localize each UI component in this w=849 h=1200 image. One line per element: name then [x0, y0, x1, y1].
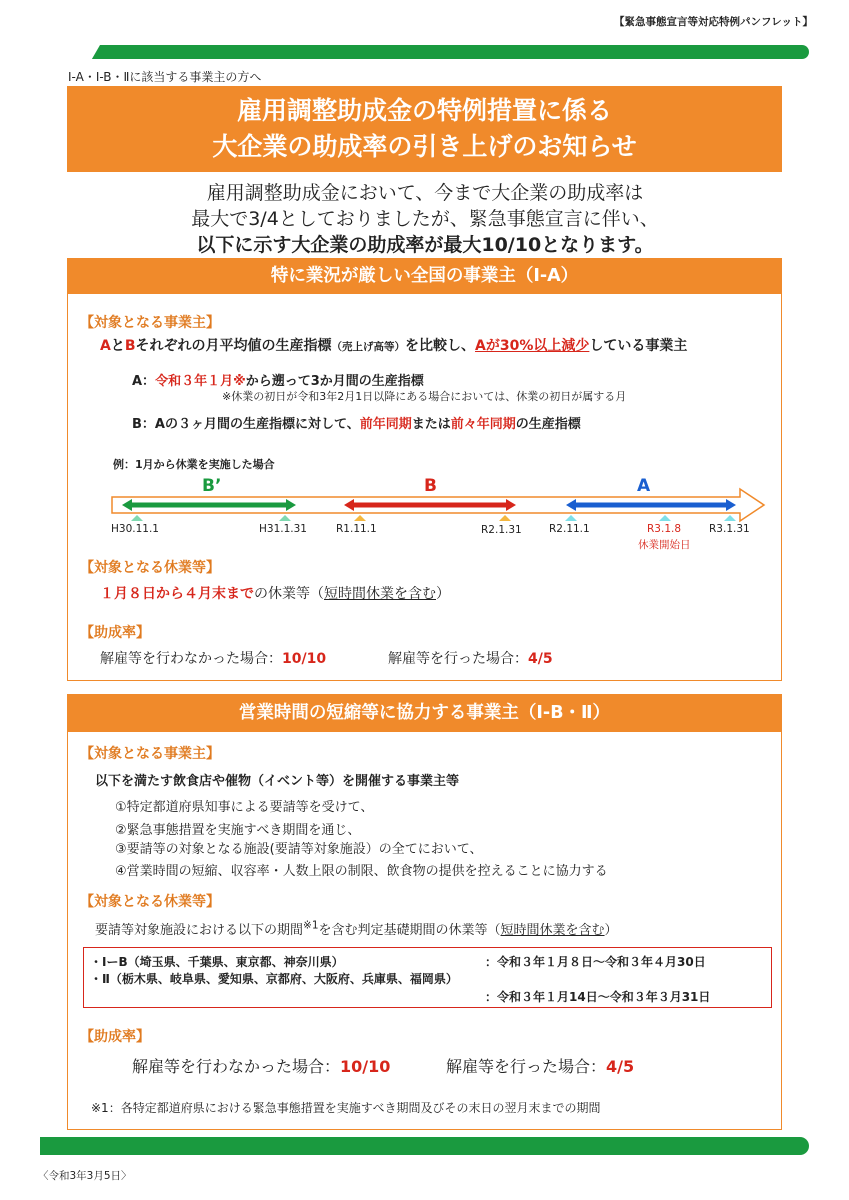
tick-marker-3 [354, 515, 366, 521]
s2-employer-lead: 以下を満たす飲食店や催物（イベント等）を開催する事業主等 [95, 774, 460, 789]
section-1-title: 特に業況が厳しい全国の事業主（Ⅰ-A） [67, 258, 782, 294]
s1-leave-close: ） [436, 586, 450, 602]
period-1-area: ・ⅠーB（埼玉県、千葉県、東京都、神奈川県） [90, 955, 344, 969]
s2-condition-2: ②緊急事態措置を実施すべき期間を通じ、 [115, 823, 361, 838]
s1-leave-underline: 短時間休業を含む [324, 586, 436, 602]
banner-line-2: 大企業の助成率の引き上げのお知らせ [212, 132, 637, 161]
s1-b-red1: 前年同期 [359, 417, 412, 432]
intro-line-3: 以下に示す大企業の助成率が最大10/10となります。 [196, 234, 654, 256]
s1-rate-no-dismiss-label: 解雇等を行わなかった場合： [100, 651, 282, 667]
s1-rate-dismiss [388, 648, 553, 668]
timeline-caption: 例：1月から休業を実施した場合 [113, 458, 275, 471]
tick-start-note: 休業開始日 [638, 539, 691, 551]
label-b-prime: B’ [202, 476, 222, 496]
issue-date: 〈令和3年3月5日〉 [38, 1170, 132, 1182]
s1-desc-end: している事業主 [589, 338, 688, 354]
top-bar-notch [32, 45, 100, 59]
s2-footnote: ※1：各特定都道府県における緊急事態措置を実施すべき期間及びその末日の翌月末までの期間 [91, 1101, 601, 1115]
tick-label-6: R3.1.8 [647, 523, 682, 535]
s2-rate-heading: 【助成率】 [80, 1029, 150, 1045]
s2-leave-heading: 【対象となる休業等】 [80, 894, 220, 910]
tick-marker-7 [724, 515, 736, 521]
title-banner [67, 86, 782, 172]
pamphlet-tag: 【緊急事態宣言等対応特例パンフレット】 [614, 16, 813, 28]
tick-label-2: H31.1.31 [259, 523, 307, 535]
s1-leave-text [100, 583, 450, 603]
tick-label-4: R2.1.31 [481, 524, 522, 536]
period-2-area: ・Ⅱ（栃木県、岐阜県、愛知県、京都府、大阪府、兵庫県、福岡県） [90, 972, 458, 986]
s2-rate-no-dismiss-value: 10/10 [340, 1057, 391, 1076]
s1-b-definition [132, 413, 581, 432]
period-1-date: ：令和３年１月８日～令和３年４月30日 [485, 955, 706, 969]
label-b: B [424, 476, 437, 496]
period-2-date: ：令和３年１月14日～令和３年３月31日 [485, 990, 711, 1004]
s2-rate-no-dismiss [132, 1054, 390, 1077]
s1-b-text2: または [411, 417, 451, 432]
s2-condition-1: ①特定都道府県知事による要請等を受けて、 [115, 800, 374, 815]
top-green-bar [40, 45, 809, 59]
intro-line-2: 最大で3/4としておりましたが、緊急事態宣言に伴い、 [191, 208, 659, 230]
s1-desc-small: （売上げ高等） [331, 341, 406, 353]
label-a: A [637, 476, 651, 496]
s1-a-red: 令和３年１月※ [155, 374, 246, 389]
s1-desc-a: A [100, 338, 111, 354]
s2-employer-heading: 【対象となる事業主】 [80, 746, 220, 762]
s1-leave-plain: の休業等（ [254, 586, 324, 602]
s1-a-note: ※休業の初日が令和3年2月1日以降にある場合においては、休業の初日が属する月 [222, 390, 627, 403]
bottom-green-bar [40, 1137, 809, 1155]
s1-a-definition [132, 370, 424, 389]
applies-to-text: Ⅰ-A・Ⅰ-B・Ⅱに該当する事業主の方へ [68, 70, 262, 84]
s2-rate-dismiss [446, 1054, 634, 1077]
tick-marker-2 [279, 515, 291, 521]
s1-b-text1: B：Aの３ヶ月間の生産指標に対して、 [132, 417, 360, 432]
s2-condition-3: ③要請等の対象となる施設(要請等対象施設）の全てにおいて、 [115, 842, 483, 857]
tick-marker-1 [131, 515, 143, 521]
s1-employer-desc [100, 335, 687, 355]
s1-rate-dismiss-value: 4/5 [528, 651, 553, 667]
s2-leave-text2: を含む判定基礎期間の休業等（ [318, 923, 501, 938]
section-2-title: 営業時間の短縮等に協力する事業主（Ⅰ-B・Ⅱ） [67, 694, 782, 732]
s2-leave-text1: 要請等対象施設における以下の期間 [95, 923, 304, 938]
s2-leave-close: ） [604, 923, 618, 938]
s1-rate-no-dismiss [100, 648, 326, 668]
s1-desc-to: と [110, 338, 125, 354]
s1-a-text: から遡って3か月間の生産指標 [245, 374, 424, 389]
intro-text [60, 180, 790, 258]
tick-marker-4 [499, 515, 511, 521]
s1-desc-mid2: を比較し、 [405, 338, 476, 354]
s1-desc-mid: それぞれの月平均値の生産指標 [135, 338, 332, 354]
s1-rate-no-dismiss-value: 10/10 [282, 651, 327, 667]
s2-condition-4: ④営業時間の短縮、収容率・人数上限の制限、飲食物の提供を控えることに協力する [115, 864, 608, 879]
s1-a-label: A： [132, 374, 156, 389]
s2-rate-dismiss-label: 解雇等を行った場合： [446, 1057, 607, 1076]
s1-employer-heading: 【対象となる事業主】 [80, 315, 220, 331]
s2-leave-underline: 短時間休業を含む [500, 923, 605, 938]
s1-rate-dismiss-label: 解雇等を行った場合： [388, 651, 528, 667]
tick-label-5: R2.11.1 [549, 523, 590, 535]
s2-leave-sup: ※1 [303, 919, 319, 932]
s2-rate-no-dismiss-label: 解雇等を行わなかった場合： [132, 1057, 341, 1076]
tick-label-7: R3.1.31 [709, 523, 750, 535]
s1-b-red2: 前々年同期 [450, 417, 516, 432]
s1-leave-red: １月８日から４月末まで [100, 586, 254, 602]
s1-desc-b: B [124, 338, 136, 354]
s1-leave-heading: 【対象となる休業等】 [80, 560, 220, 576]
tick-marker-5 [565, 515, 577, 521]
intro-line-1: 雇用調整助成金において、今まで大企業の助成率は [206, 182, 644, 204]
tick-label-1: H30.11.1 [111, 523, 159, 535]
s1-desc-red: Aが30%以上減少 [475, 338, 590, 354]
s2-rate-dismiss-value: 4/5 [606, 1057, 635, 1076]
s1-rate-heading: 【助成率】 [80, 625, 150, 641]
s1-b-text3: の生産指標 [515, 417, 581, 432]
s2-leave-text [95, 919, 618, 938]
tick-label-3: R1.11.1 [336, 523, 377, 535]
banner-line-1: 雇用調整助成金の特例措置に係る [236, 96, 612, 125]
tick-marker-6 [659, 515, 671, 521]
